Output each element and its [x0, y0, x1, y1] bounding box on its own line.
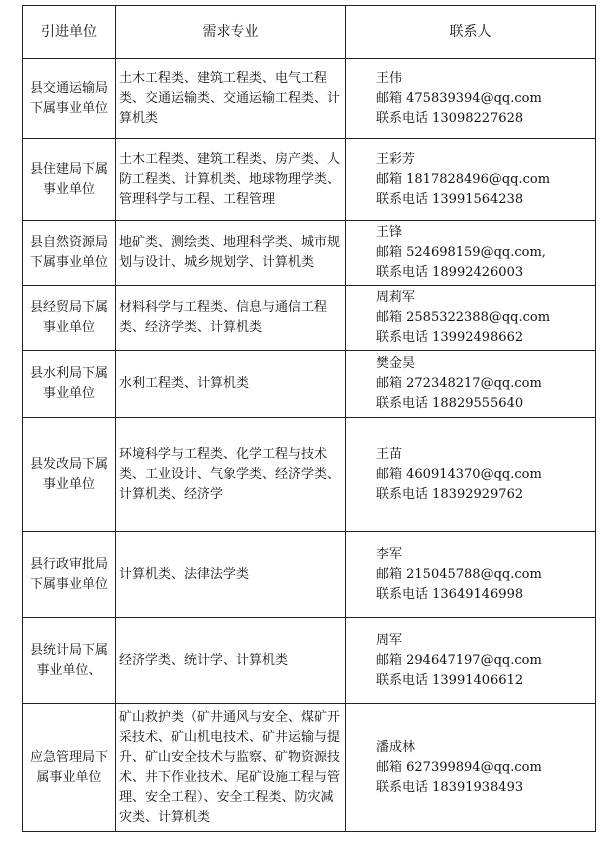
contact-phone: 联系电话 13991406612: [376, 672, 524, 688]
contact-email: 邮箱 1817828496@qq.com: [376, 171, 551, 187]
contact-name: 樊金昊: [376, 356, 416, 371]
major-cell: 水利工程类、计算机类: [116, 351, 346, 418]
major-cell: 矿山救护类（矿井通风与安全、煤矿开采技术、矿山机电技术、矿井运输与提升、矿山安全技术与监察、矿物资源技术、井下作业技术、尾矿设施工程与管理、安全工程）、安全工程类、防灾减灾类、计算机类: [116, 704, 346, 832]
contact-phone: 联系电话 13992498662: [376, 330, 524, 345]
table-row: [23, 418, 596, 532]
contact-name: 李军: [376, 546, 403, 562]
contact-email: 邮箱 524698159@qq.com,: [376, 245, 546, 260]
contact-email: 邮箱 475839394@qq.com: [376, 90, 542, 106]
major-cell: 土木工程类、建筑工程类、电气工程类、交通运输类、交通运输工程类、计算机类: [116, 59, 346, 139]
contact-email: 邮箱 627399894@qq.com: [376, 759, 542, 775]
major-cell: 计算机类、法律法学类: [116, 532, 346, 618]
contact-name: 王苗: [376, 446, 403, 462]
contact-cell: [346, 704, 596, 832]
contact-cell: [346, 139, 596, 221]
header-contact: 联系人: [346, 6, 596, 59]
major-cell: 土木工程类、建筑工程类、房产类、人防工程类、计算机类、地球物理学类、管理科学与工程、工程管理: [116, 139, 346, 221]
contact-name: 周军: [376, 632, 403, 648]
contact-phone: 联系电话 13649146998: [376, 586, 524, 602]
contact-phone: 联系电话 13098227628: [376, 110, 524, 126]
header-row: [23, 6, 596, 59]
unit-cell: 县发改局下属事业单位: [23, 418, 116, 532]
contact-name: 王伟: [376, 70, 403, 86]
major-cell: 经济学类、统计学、计算机类: [116, 618, 346, 704]
unit-cell: 县行政审批局下属事业单位: [23, 532, 116, 618]
unit-cell: 县自然资源局下属事业单位: [23, 221, 116, 286]
table-row: [23, 139, 596, 221]
unit-cell: 县统计局下属事业单位、: [23, 618, 116, 704]
header-major: 需求专业: [116, 6, 346, 59]
contact-cell: [346, 618, 596, 704]
table-row: [23, 704, 596, 832]
table-row: [23, 59, 596, 139]
unit-cell: 县交通运输局下属事业单位: [23, 59, 116, 139]
contact-phone: 联系电话 18392929762: [376, 486, 524, 502]
recruitment-table: [22, 5, 596, 832]
table-row: [23, 351, 596, 418]
major-cell: 材料科学与工程类、信息与通信工程类、经济学类、计算机类: [116, 286, 346, 351]
unit-cell: 县水利局下属事业单位: [23, 351, 116, 418]
unit-cell: 县经贸局下属事业单位: [23, 286, 116, 351]
unit-cell: 应急管理局下属事业单位: [23, 704, 116, 832]
contact-name: 王彩芳: [376, 151, 416, 167]
header-unit: 引进单位: [23, 6, 116, 59]
contact-cell: [346, 418, 596, 532]
contact-email: 邮箱 460914370@qq.com: [376, 466, 542, 482]
contact-name: 潘成林: [376, 739, 416, 755]
contact-phone: 联系电话 18391938493: [376, 779, 524, 795]
contact-email: 邮箱 272348217@qq.com: [376, 376, 542, 391]
contact-email: 邮箱 294647197@qq.com: [376, 652, 542, 668]
unit-cell: 县住建局下属事业单位: [23, 139, 116, 221]
contact-name: 周莉军: [376, 290, 416, 305]
table-row: [23, 221, 596, 286]
contact-email: 邮箱 215045788@qq.com: [376, 566, 542, 582]
contact-name: 王锋: [376, 225, 403, 240]
table-row: [23, 286, 596, 351]
contact-cell: [346, 351, 596, 418]
major-cell: 地矿类、测绘类、地理科学类、城市规划与设计、城乡规划学、计算机类: [116, 221, 346, 286]
table-row: [23, 532, 596, 618]
major-cell: 环境科学与工程类、化学工程与技术类、工业设计、气象学类、经济学类、计算机类、经济学: [116, 418, 346, 532]
table-row: [23, 618, 596, 704]
contact-phone: 联系电话 13991564238: [376, 191, 524, 207]
contact-phone: 联系电话 18829555640: [376, 396, 524, 411]
contact-cell: [346, 59, 596, 139]
contact-cell: [346, 532, 596, 618]
contact-email: 邮箱 2585322388@qq.com: [376, 310, 551, 325]
contact-phone: 联系电话 18992426003: [376, 265, 524, 280]
contact-cell: [346, 221, 596, 286]
contact-cell: [346, 286, 596, 351]
